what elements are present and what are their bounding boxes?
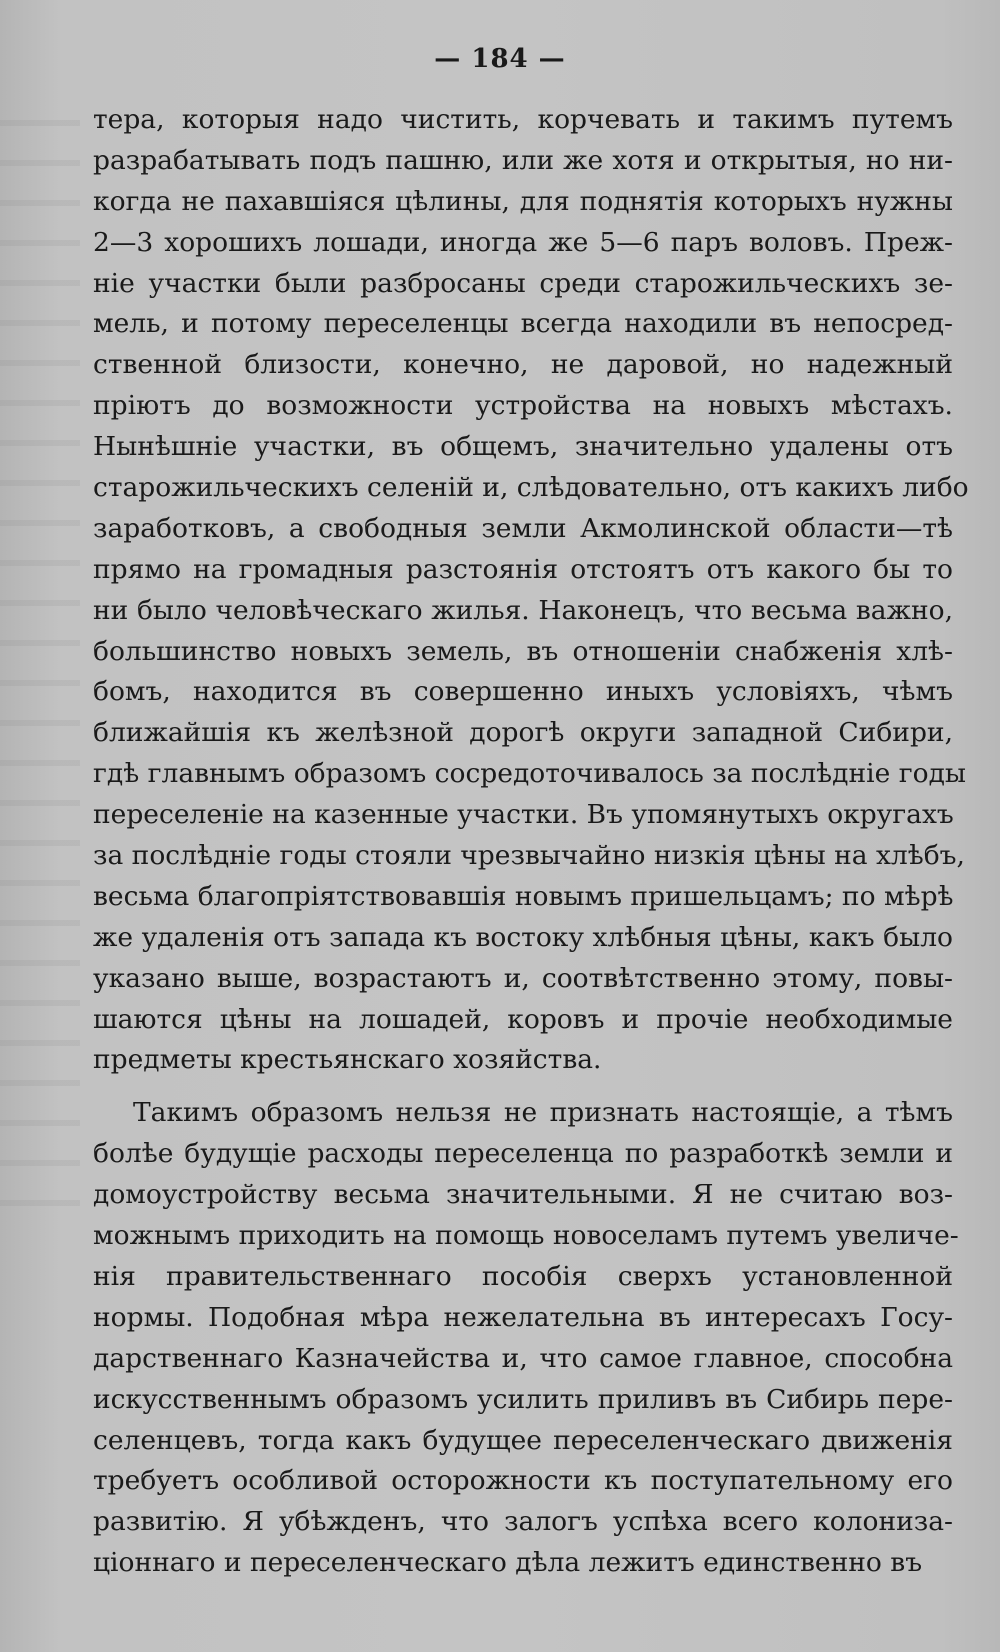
text-line: за послѣдніе годы стояли чрезвычайно низкія цѣны на хлѣбъ,	[93, 840, 965, 872]
paragraph-1	[93, 100, 969, 1081]
bleed-through-shadow	[0, 120, 80, 1220]
text-line: ціоннаго и переселенческаго дѣла лежитъ единственно въ	[93, 1547, 923, 1579]
text-line: предметы крестьянскаго хозяйства.	[93, 1044, 602, 1076]
text-line: ніе участки были разбросаны среди старожильческихъ зе-	[93, 267, 953, 299]
paragraph-2	[93, 1093, 959, 1584]
text-line: тера, которыя надо чистить, корчевать и такимъ путемъ	[93, 104, 953, 135]
text-line: болѣе будущіе расходы переселенца по разработкѣ земли и	[93, 1138, 953, 1170]
text-line: бомъ, находится въ совершенно иныхъ условіяхъ, чѣмъ	[93, 676, 953, 708]
text-line: весьма благопріятствовавшія новымъ пришельцамъ; по мѣрѣ	[93, 880, 954, 912]
text-line: же удаленія отъ запада къ востоку хлѣбныя цѣны, какъ было	[93, 921, 953, 953]
text-line: домоустройству весьма значительными. Я не считаю воз-	[93, 1179, 953, 1211]
text-line: гдѣ главнымъ образомъ сосредоточивалось за послѣдніе годы	[93, 758, 966, 790]
text-line: пріютъ до возможности устройства на новыхъ мѣстахъ.	[93, 390, 953, 422]
text-line: когда не пахавшіяся цѣлины, для поднятія которыхъ нужны	[93, 185, 953, 217]
text-line: можнымъ приходить на помощь новоселамъ путемъ увеличе-	[93, 1220, 959, 1252]
text-line: большинство новыхъ земель, въ отношеніи снабженія хлѣ-	[93, 635, 953, 667]
text-line: искусственнымъ образомъ усилить приливъ въ Сибирь пере-	[93, 1383, 953, 1415]
body-text	[93, 100, 969, 1584]
text-line: прямо на громадныя разстоянія отстоятъ отъ какого бы то	[93, 553, 953, 585]
paragraph-gap	[93, 1081, 953, 1093]
text-line: требуетъ особливой осторожности къ поступательному его	[93, 1465, 953, 1497]
text-line: дарственнаго Казначейства и, что самое главное, способна	[93, 1342, 953, 1374]
text-line: разрабатывать подъ пашню, или же хотя и открытыя, но ни-	[93, 144, 953, 176]
text-line: Нынѣшніе участки, въ общемъ, значительно удалены отъ	[93, 431, 953, 463]
text-line: нія правительственнаго пособія сверхъ установленной	[93, 1260, 953, 1292]
text-line: ближайшія къ желѣзной дорогѣ округи западной Сибири,	[93, 717, 953, 749]
text-line: развитію. Я убѣжденъ, что залогъ успѣха всего колониза-	[93, 1506, 953, 1538]
text-line: заработковъ, а свободныя земли Акмолинской области—тѣ	[93, 512, 953, 544]
text-line: нормы. Подобная мѣра нежелательна въ интересахъ Госу-	[93, 1301, 953, 1333]
page-number: — 184 —	[434, 44, 566, 74]
text-line: ственной близости, конечно, не даровой, но надежный	[93, 349, 953, 381]
text-line: указано выше, возрастаютъ и, соотвѣтственно этому, повы-	[93, 962, 953, 994]
text-line: старожильческихъ селеній и, слѣдовательно, отъ какихъ либо	[93, 472, 969, 504]
text-line: мель, и потому переселенцы всегда находили въ непосред-	[93, 308, 953, 340]
text-line: 2—3 хорошихъ лошади, иногда же 5—6 паръ воловъ. Преж-	[93, 226, 953, 258]
text-line: ни было человѣческаго жилья. Наконецъ, что весьма важно,	[93, 594, 953, 626]
text-line: Такимъ образомъ нельзя не признать настоящіе, а тѣмъ	[133, 1097, 953, 1129]
text-line: шаются цѣны на лошадей, коровъ и прочіе необходимые	[93, 1003, 953, 1035]
text-line: переселеніе на казенные участки. Въ упомянутыхъ округахъ	[93, 799, 954, 831]
text-line: селенцевъ, тогда какъ будущее переселенческаго движенія	[93, 1424, 953, 1456]
